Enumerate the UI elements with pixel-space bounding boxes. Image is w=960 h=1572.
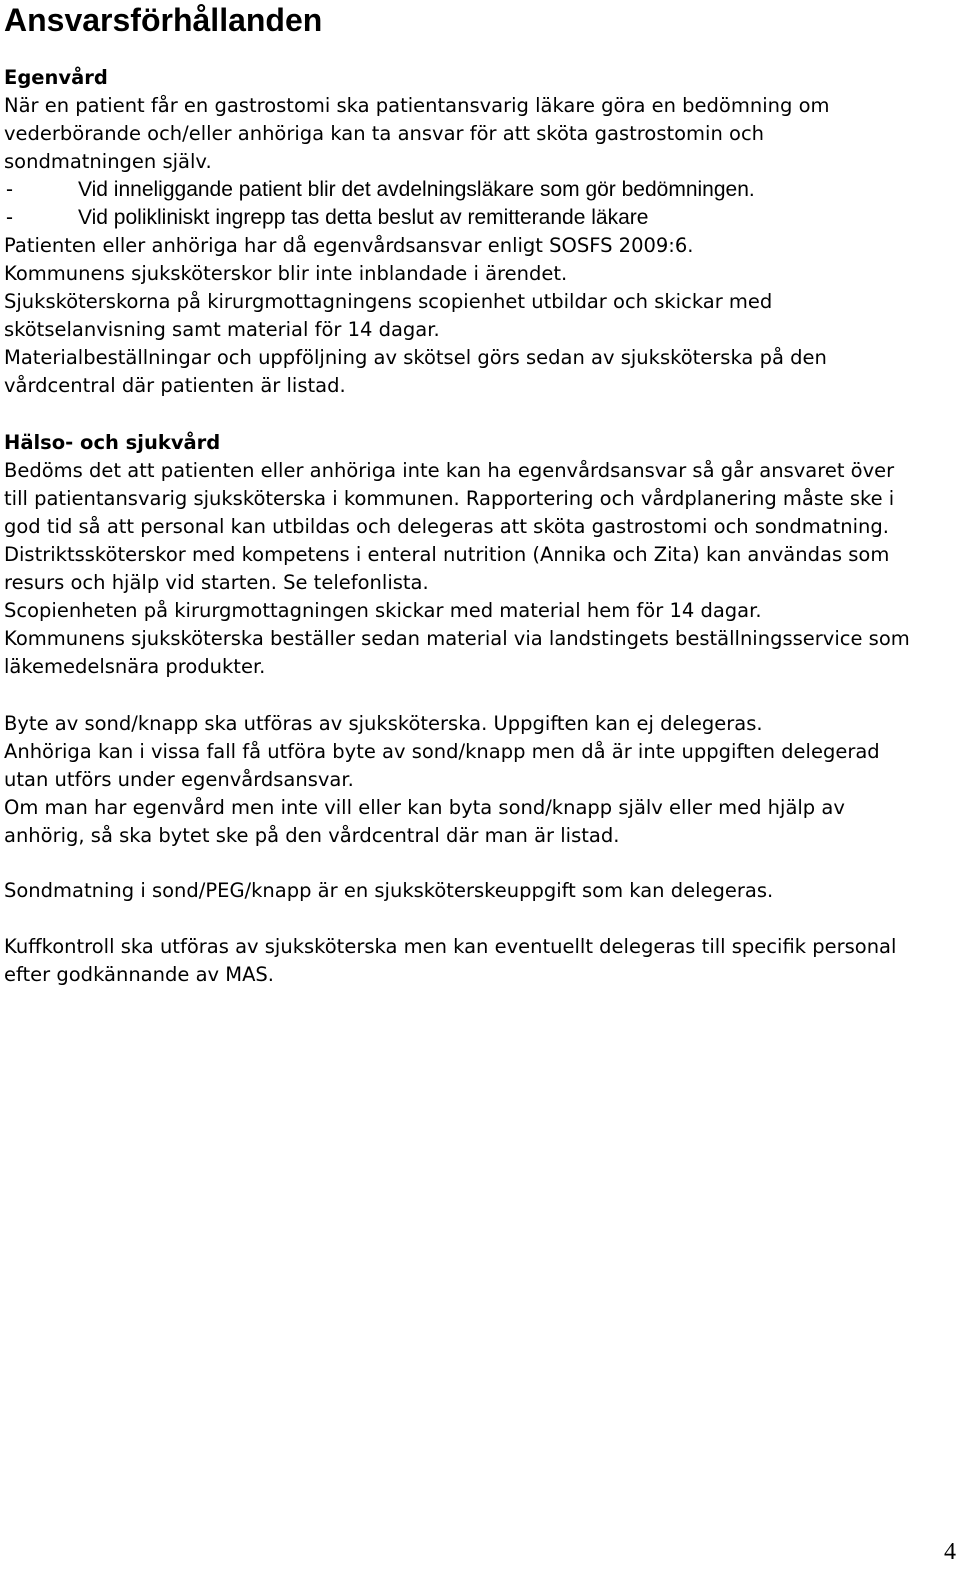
paragraph-line: Patienten eller anhöriga har då egenvårdsansvar enligt SOSFS 2009:6. bbox=[4, 234, 694, 257]
paragraph-line: Scopienheten på kirurgmottagningen skickar med material hem för 14 dagar. bbox=[4, 599, 762, 622]
section-heading-halso: Hälso- och sjukvård bbox=[4, 431, 221, 454]
paragraph-line: vederbörande och/eller anhöriga kan ta ansvar för att sköta gastrostomin och bbox=[4, 122, 765, 145]
paragraph-line: god tid så att personal kan utbildas och delegeras att sköta gastrostomi och sondmatning. bbox=[4, 515, 889, 538]
paragraph-line: Sondmatning i sond/PEG/knapp är en sjuksköterskeuppgift som kan delegeras. bbox=[4, 879, 774, 902]
section-kuffkontroll bbox=[4, 933, 954, 989]
paragraph-line: sondmatningen själv. bbox=[4, 150, 212, 173]
bullet-item bbox=[4, 176, 954, 204]
section-byte-av-sond bbox=[4, 710, 954, 850]
paragraph-line: Bedöms det att patienten eller anhöriga inte kan ha egenvårdsansvar så går ansvaret över bbox=[4, 459, 895, 482]
section-sondmatning bbox=[4, 877, 954, 905]
paragraph-line: utan utförs under egenvårdsansvar. bbox=[4, 768, 354, 791]
paragraph-line: resurs och hjälp vid starten. Se telefonlista. bbox=[4, 571, 429, 594]
section-egenvard bbox=[4, 64, 954, 400]
paragraph-line: Sjuksköterskorna på kirurgmottagningens scopienhet utbildar och skickar med bbox=[4, 290, 773, 313]
paragraph-line: efter godkännande av MAS. bbox=[4, 963, 274, 986]
bullet-marker: - bbox=[6, 206, 13, 229]
paragraph-line: Anhöriga kan i vissa fall få utföra byte av sond/knapp men då är inte uppgiften delegerad bbox=[4, 740, 880, 763]
paragraph-line: anhörig, så ska bytet ske på den vårdcentral där man är listad. bbox=[4, 824, 620, 847]
paragraph-line: Kommunens sjuksköterskor blir inte inblandade i ärendet. bbox=[4, 262, 568, 285]
paragraph-line: Distriktssköterskor med kompetens i enteral nutrition (Annika och Zita) kan användas som bbox=[4, 543, 890, 566]
bullet-marker: - bbox=[6, 178, 13, 201]
paragraph-line: När en patient får en gastrostomi ska patientansvarig läkare göra en bedömning om bbox=[4, 94, 830, 117]
section-heading-egenvard: Egenvård bbox=[4, 66, 108, 89]
paragraph-line: läkemedelsnära produkter. bbox=[4, 655, 266, 678]
paragraph-line: Byte av sond/knapp ska utföras av sjuksköterska. Uppgiften kan ej delegeras. bbox=[4, 712, 763, 735]
page-title: Ansvarsförhållanden bbox=[4, 2, 323, 38]
paragraph-line: till patientansvarig sjuksköterska i kommunen. Rapportering och vårdplanering måste ske i bbox=[4, 487, 895, 510]
section-halso-och-sjukvard bbox=[4, 429, 954, 681]
paragraph-line: Materialbeställningar och uppföljning av skötsel görs sedan av sjuksköterska på den bbox=[4, 346, 827, 369]
bullet-item bbox=[4, 204, 954, 232]
paragraph-line: Kommunens sjuksköterska beställer sedan material via landstingets beställningsservice som bbox=[4, 627, 910, 650]
paragraph-line: Kuffkontroll ska utföras av sjuksköterska men kan eventuellt delegeras till specifik personal bbox=[4, 935, 897, 958]
page-number: 4 bbox=[944, 1539, 956, 1565]
paragraph-line: skötselanvisning samt material för 14 dagar. bbox=[4, 318, 440, 341]
bullet-text: Vid inneliggande patient blir det avdelningsläkare som gör bedömningen. bbox=[78, 178, 755, 201]
paragraph-line: vårdcentral där patienten är listad. bbox=[4, 374, 346, 397]
bullet-text: Vid polikliniskt ingrepp tas detta beslut av remitterande läkare bbox=[78, 206, 649, 229]
paragraph-line: Om man har egenvård men inte vill eller kan byta sond/knapp själv eller med hjälp av bbox=[4, 796, 845, 819]
